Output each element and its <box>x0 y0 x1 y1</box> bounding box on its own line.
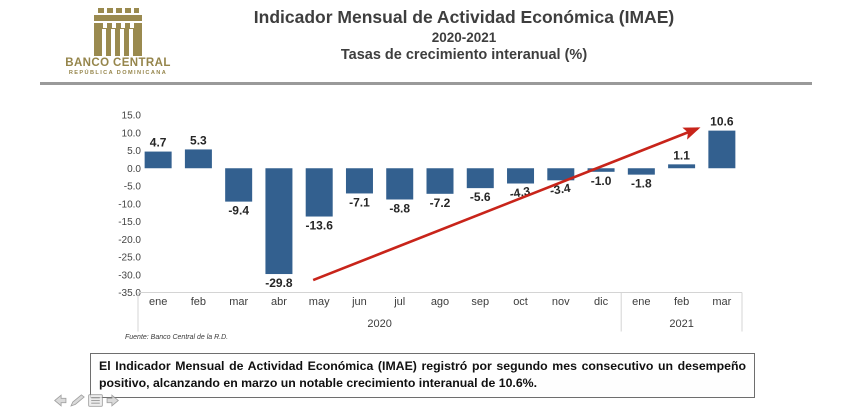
bar-value-label: -7.1 <box>349 195 370 210</box>
chart-bar <box>386 168 413 199</box>
previous-slide-icon[interactable] <box>52 394 67 407</box>
trend-arrow <box>313 128 698 280</box>
bar-value-label: -29.8 <box>265 276 293 291</box>
y-axis-tick: -15.0 <box>118 217 141 228</box>
chart-bar <box>225 168 252 201</box>
bar-value-label: 1.1 <box>673 148 690 163</box>
bank-logo <box>60 6 176 76</box>
y-axis-tick: 0.0 <box>127 163 141 175</box>
month-label: feb <box>673 296 690 308</box>
next-slide-icon[interactable] <box>106 394 121 407</box>
y-axis-tick: -10.0 <box>118 199 141 211</box>
bar-value-label: 5.3 <box>190 133 207 148</box>
header-divider-line <box>40 82 812 85</box>
chart-bar <box>427 168 454 194</box>
bar-value-label: -4.3 <box>508 184 532 202</box>
chart-bar <box>145 152 172 169</box>
month-label: oct <box>513 296 528 308</box>
month-label: jun <box>352 296 367 308</box>
year-label: 2021 <box>669 318 694 330</box>
logo-country-name: REPÚBLICA DOMINICANA <box>68 70 168 76</box>
page-title: Indicador Mensual de Actividad Económica (IMAE) <box>253 7 675 27</box>
chart-bar <box>185 149 212 168</box>
bank-building-icon <box>94 8 142 56</box>
y-axis-tick: -35.0 <box>118 288 141 299</box>
chart-bar <box>708 131 735 169</box>
chart-bar <box>346 168 373 193</box>
subtitle-years: 2020-2021 <box>431 30 497 45</box>
bar-value-label: 4.7 <box>149 135 167 150</box>
bar-value-label: -5.6 <box>469 190 491 205</box>
presenter-controls <box>52 394 121 407</box>
month-label: ene <box>632 296 651 308</box>
chart-bar <box>628 168 655 174</box>
logo-bank-name: BANCO CENTRAL <box>65 57 171 69</box>
month-label: mar <box>229 296 249 308</box>
bar-value-label: -1.0 <box>590 173 612 188</box>
month-label: nov <box>551 296 570 308</box>
y-axis-tick: 5.0 <box>127 146 141 157</box>
subtitle-measure: Tasas de crecimiento interanual (%) <box>340 47 588 63</box>
month-label: may <box>308 296 330 308</box>
pen-icon[interactable] <box>70 394 85 407</box>
month-label: sep <box>471 296 490 308</box>
month-label: dic <box>594 296 609 308</box>
month-label: mar <box>712 296 732 308</box>
y-axis-tick: -20.0 <box>118 234 141 246</box>
summary-text-box: El Indicador Mensual de Actividad Económica (IMAE) registró por segundo mes consecutivo un desempeño positivo, alcanzando en marzo un notable crecimiento interanual de 10.6%. <box>90 353 755 398</box>
y-axis-tick: -5.0 <box>123 181 141 193</box>
bar-value-label: -8.8 <box>389 201 411 216</box>
month-label: ene <box>148 296 168 308</box>
imae-bar-chart <box>0 100 848 340</box>
bar-value-label: -9.4 <box>228 203 250 218</box>
month-label: ago <box>430 296 450 308</box>
month-label: abr <box>270 296 287 308</box>
month-label: feb <box>190 296 207 308</box>
year-label: 2020 <box>367 318 392 330</box>
y-axis-tick: 15.0 <box>121 110 141 122</box>
y-axis-tick: 10.0 <box>121 128 141 140</box>
chart-bar <box>265 168 292 274</box>
chart-header <box>180 7 748 63</box>
chart-bar <box>467 168 494 188</box>
y-axis-tick: -30.0 <box>118 270 141 282</box>
bar-value-label: -13.6 <box>305 218 333 233</box>
chart-bar <box>507 168 534 183</box>
month-label: jul <box>394 296 406 308</box>
chart-bar <box>306 168 333 216</box>
source-note: Fuente: Banco Central de la R.D. <box>125 334 229 341</box>
bar-value-label: -3.4 <box>548 180 572 198</box>
chart-bar <box>668 164 695 168</box>
bar-value-label: -7.2 <box>429 195 451 210</box>
y-axis-tick: -25.0 <box>118 252 141 264</box>
bar-value-label: 10.6 <box>710 114 734 129</box>
slide-menu-icon[interactable] <box>88 394 103 407</box>
bar-value-label: -1.8 <box>630 176 652 191</box>
